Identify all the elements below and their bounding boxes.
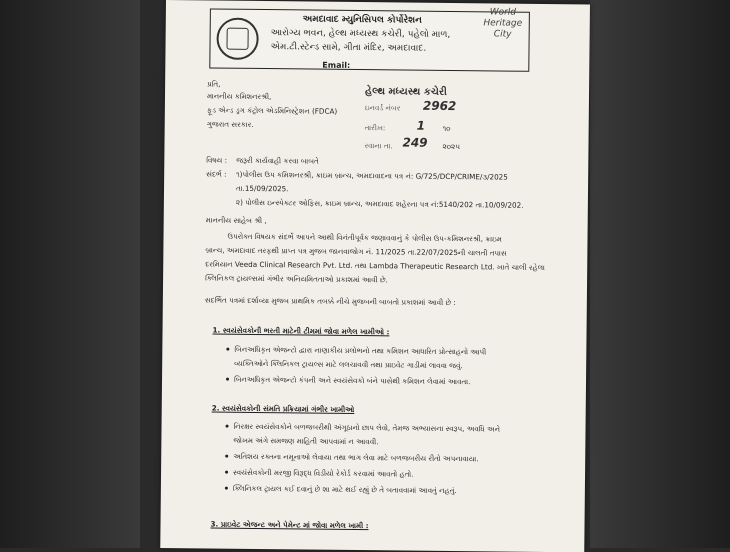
reference-label: સંદર્ભ : (206, 169, 227, 179)
recipient-line-2: ફૂડ એન્ડ ડ્રગ કંટ્રોલ એડમિનિસ્ટ્રેશન (FDCA) (206, 105, 338, 116)
bullet (225, 471, 228, 474)
world-heritage-city-logo: World Heritage City (483, 7, 523, 40)
recipient-line-3: ગુજરાત સરકાર. (206, 119, 254, 129)
para2: સદર્ભિત પત્રમાં દર્શાવ્યા મુજબ પ્રાથમિક તબક્કે નીચે મુજબની બાબતો પ્રકાશમાં આવી છે : (204, 295, 456, 308)
para1-line-3: દરમિયાન Veeda Clinical Research Pvt. Ltd. તથા Lambda Therapeutic Research Ltd. ખાતે ચાલી રહેલા (205, 259, 545, 272)
para1-line-1: ઉપરોક્ત વિષયક સંદર્ભે આપને આથી વિનંતીપૂર્વક જણાવવાનું કે પોલીસ ઉપ-કમિશનરશ્રી, ક્રાઇમ (227, 231, 502, 244)
section-2-item-4: સ્વયંસેવકોની મરજી વિરૂદ્ધ વિડીયો રેકોર્ડ કરવામાં આવતો હતો. (233, 467, 414, 479)
section-3-title: 3. પ્રાઇવેટ એજન્ટ અને પેમેન્ટ માં જોવા મળેલ ખામી : (210, 519, 369, 531)
subject-text: જરૂરી કાર્યવાહી કરવા બાબતે (236, 155, 319, 166)
section-2-item-3: અતિશય રક્તના નમૂનાઓ લેવાયા તથા ભાગ લેવા માટે બળજબરીય રીતો અપનાવાયા. (233, 451, 479, 464)
org-name: અમદાવાદ મ્યુનિસિપલ કોર્પોરેશન (302, 14, 422, 26)
background-left (0, 0, 140, 548)
recipient-to: પ્રતિ, (207, 79, 221, 89)
address-line-1: આરોગ્ય ભવન, હેલ્થ મધ્યસ્થ કચેરી, પહેલો માળ, (270, 28, 451, 40)
reference-1-date: તા.15/09/2025. (235, 183, 289, 194)
salutation: માનનીય સાહેબ શ્રી , (205, 215, 267, 226)
ravana-year: ૨૦૨૫ (442, 141, 461, 152)
section-2-item-2: જોખમ અંગે સમજણ માહિતી આપવામાં ન આવવી. (233, 435, 379, 447)
inward-date-label: તારીખ: (364, 123, 386, 133)
background-right (590, 0, 730, 548)
subject-label: વિષય : (206, 155, 228, 165)
bullet (226, 378, 229, 381)
email-label: Email: (322, 60, 351, 70)
section-1-title: 1. સ્વયંસેવકોની ભરતી માટેની ટીમમાં જોવા મળેલ ખામીઓ : (212, 325, 390, 337)
section-1-item-3: બિનઅધિકૃત એજન્ટો કંપની અને સ્વયંસેવકો બંને પાસેથી કમિશન લેવામાં આવતા. (233, 374, 471, 387)
section-2-item-1: નિરક્ષર સ્વયંસેવકોને બળજબરીથી અંગૂઠાનો છાપ લેવો, તેમજ અભ્યાસના સ્વરૂપ, અવધિ અને (233, 421, 501, 434)
para1-line-4: ક્લિનિકલ ટ્રાયલ્સમાં ગંભીર અનિયમિતતાઓ પ્રકાશમાં આવી છે. (205, 273, 388, 285)
section-2-title: 2. સ્વયંસેવકોની સંમતિ પ્રક્રિયામાં ગંભીર ખામીઓ (211, 403, 355, 414)
bullet (225, 455, 228, 458)
document-page (160, 0, 590, 552)
inward-month: ૧૦ (442, 123, 451, 133)
bullet (226, 348, 229, 351)
section-2-item-5: ક્લિનિકલ ટ્રાયલ કઈ દવાનું છે શા માટે થઈ રહ્યું છે તે બતાવવામાં આવતું નહતું. (232, 483, 457, 496)
bullet (225, 487, 228, 490)
address-line-2: એમ.ટી.સ્ટેન્ડ સામે, ગીતા મંદિર, અમદાવાદ. (270, 42, 427, 54)
para1-line-2: બ્રાન્ચ, અમદાવાદ તરફથી પ્રાપ્ત પત્ર મુજબ જાનવાજોગ નં. 11/2025 તા.22/07/2025ની ચાલતી તપાસ (205, 245, 507, 258)
inward-date: 1 (416, 118, 426, 133)
section-1-item-1: બિનઅધિકૃત એજન્ટો દ્વારા નાણાકીય પ્રલોભનો તથા કમિશન આધારિત પ્રોત્સાહનો આપી (234, 344, 487, 357)
inward-number: 2962 (422, 98, 457, 114)
section-1-item-2: વ્યક્તિઓને ક્લિનિકલ ટ્રાયલ્સ માટે લલચાવવી તથા પ્રાઇવેટ ગાડીમાં લાવવા જવું. (234, 358, 463, 371)
amc-seal-icon (216, 18, 258, 60)
ravana-number: 249 (402, 135, 428, 150)
recipient-line-1: માનનીય કમિશનરશ્રી, (206, 91, 272, 102)
reference-2: ૨) પોલીસ ઇન્સ્પેક્ટર ઓફિસ, ક્રાઇમ બ્રાન્ચ, અમદાવાદ શહેરના પત્ર નં:5140/202 તા.10/09/202. (235, 197, 524, 210)
inward-stamp-title: હેલ્થ મધ્યસ્થ કચેરી (364, 86, 447, 98)
inward-label: ઇનવર્ડ નંબર (364, 103, 401, 113)
bullet (226, 425, 229, 428)
reference-1: ૧)પોલીસ ઉપ કમિશનરશ્રી, ક્રાઇમ બ્રાન્ચ, અમદાવાદના પત્ર નં: G/725/DCP/CRIME/૩/2025 (236, 169, 508, 182)
ravana-label: રવાના તા. (364, 141, 393, 151)
